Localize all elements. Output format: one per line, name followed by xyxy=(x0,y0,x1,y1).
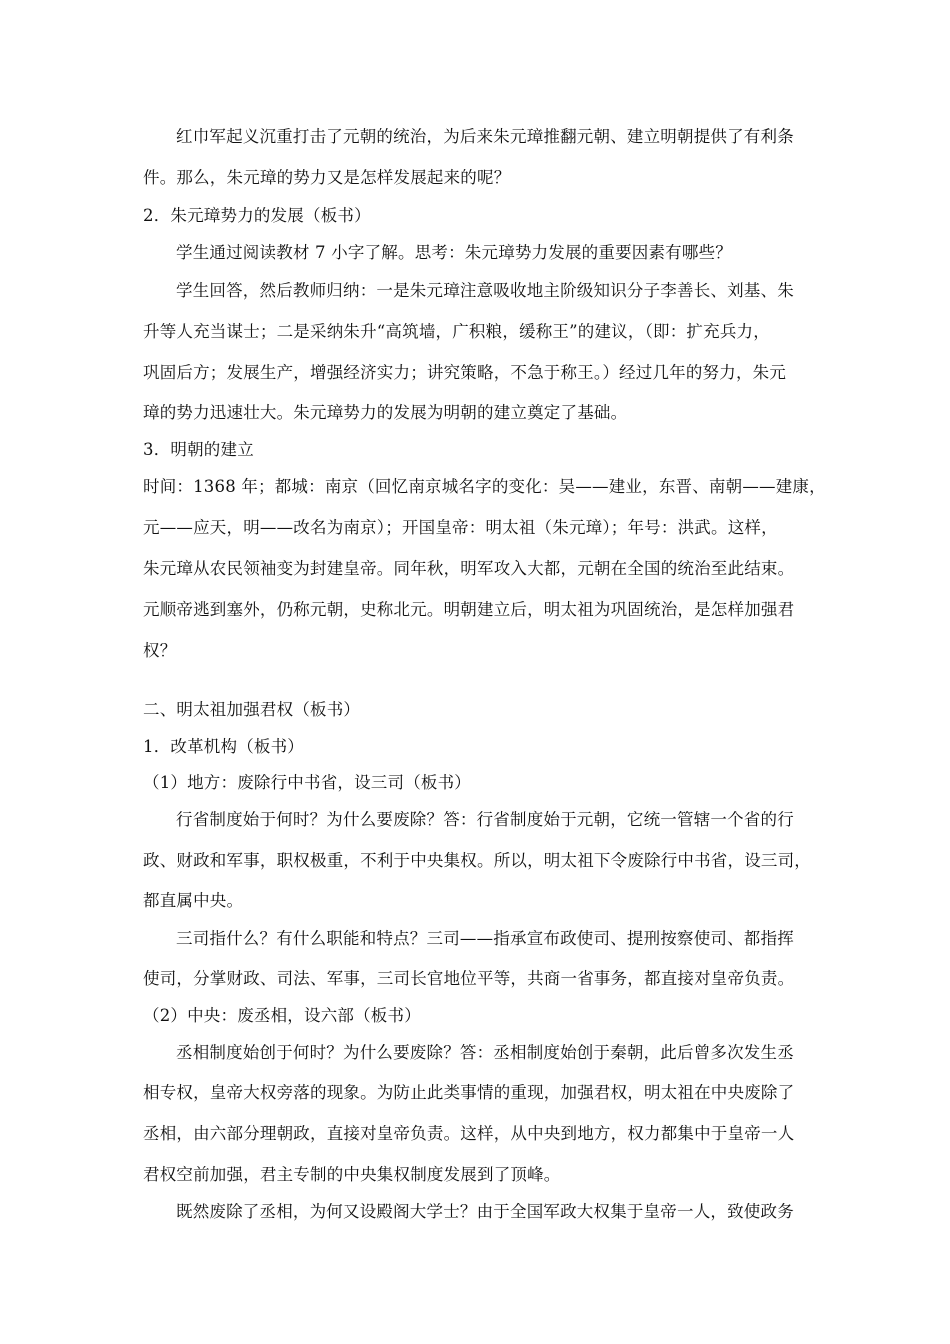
paragraph-line: 元顺帝逃到塞外，仍称元朝，史称北元。明朝建立后，明太祖为巩固统治，是怎样加强君 xyxy=(143,600,795,619)
paragraph-line: 政、财政和军事，职权极重，不利于中央集权。所以，明太祖下令废除行中书省，设三司， xyxy=(143,851,811,870)
paragraph-line: 君权空前加强，君主专制的中央集权制度发展到了顶峰。 xyxy=(143,1165,561,1184)
paragraph-line: 既然废除了丞相，为何又设殿阁大学士？由于全国军政大权集于皇帝一人，致使政务 xyxy=(176,1202,794,1221)
paragraph-line: 丞相制度始创于何时？为什么要废除？答：丞相制度始创于秦朝，此后曾多次发生丞 xyxy=(176,1043,794,1062)
subsection-heading: （2）中央：废丞相，设六部（板书） xyxy=(143,1006,421,1025)
paragraph-line: 相专权，皇帝大权旁落的现象。为防止此类事情的重现，加强君权，明太祖在中央废除了 xyxy=(143,1083,795,1102)
paragraph-line: 都直属中央。 xyxy=(143,891,244,910)
paragraph-line: 件。那么，朱元璋的势力又是怎样发展起来的呢？ xyxy=(143,168,511,187)
paragraph-line: 学生通过阅读教材 7 小字了解。思考：朱元璋势力发展的重要因素有哪些？ xyxy=(176,243,732,262)
paragraph-line: 时间：1368 年；都城：南京（回忆南京城名字的变化：吴——建业，东晋、南朝——建康， xyxy=(143,477,826,496)
subsection-heading: （1）地方：废除行中书省，设三司（板书） xyxy=(143,773,471,792)
paragraph-line: 元——应天，明——改名为南京）；开国皇帝：明太祖（朱元璋）；年号：洪武。这样， xyxy=(143,518,778,537)
section-heading: 2．朱元璋势力的发展（板书） xyxy=(143,206,371,225)
paragraph-line: 丞相，由六部分理朝政，直接对皇帝负责。这样，从中央到地方，权力都集中于皇帝一人 xyxy=(143,1124,795,1143)
paragraph-line: 朱元璋从农民领袖变为封建皇帝。同年秋，明军攻入大都，元朝在全国的统治至此结束。 xyxy=(143,559,795,578)
paragraph-line: 行省制度始于何时？为什么要废除？答：行省制度始于元朝，它统一管辖一个省的行 xyxy=(176,810,794,829)
paragraph-line: 红巾军起义沉重打击了元朝的统治，为后来朱元璋推翻元朝、建立明朝提供了有利条 xyxy=(176,127,794,146)
paragraph-line: 升等人充当谋士；二是采纳朱升“高筑墙，广积粮，缓称王”的建议，（即：扩充兵力， xyxy=(143,322,770,341)
paragraph-line: 巩固后方；发展生产，增强经济实力；讲究策略，不急于称王。）经过几年的努力，朱元 xyxy=(143,363,787,382)
paragraph-line: 三司指什么？有什么职能和特点？三司——指承宣布政使司、提刑按察使司、都指挥 xyxy=(176,929,794,948)
paragraph-line: 璋的势力迅速壮大。朱元璋势力的发展为明朝的建立奠定了基础。 xyxy=(143,403,628,422)
section-heading: 1．改革机构（板书） xyxy=(143,737,304,756)
section-heading: 二、明太祖加强君权（板书） xyxy=(143,700,361,719)
paragraph-line: 学生回答，然后教师归纳：一是朱元璋注意吸收地主阶级知识分子李善长、刘基、朱 xyxy=(176,281,794,300)
section-heading: 3．明朝的建立 xyxy=(143,440,254,459)
paragraph-line: 权？ xyxy=(143,641,177,660)
paragraph-line: 使司，分掌财政、司法、军事，三司长官地位平等，共商一省事务，都直接对皇帝负责。 xyxy=(143,969,795,988)
